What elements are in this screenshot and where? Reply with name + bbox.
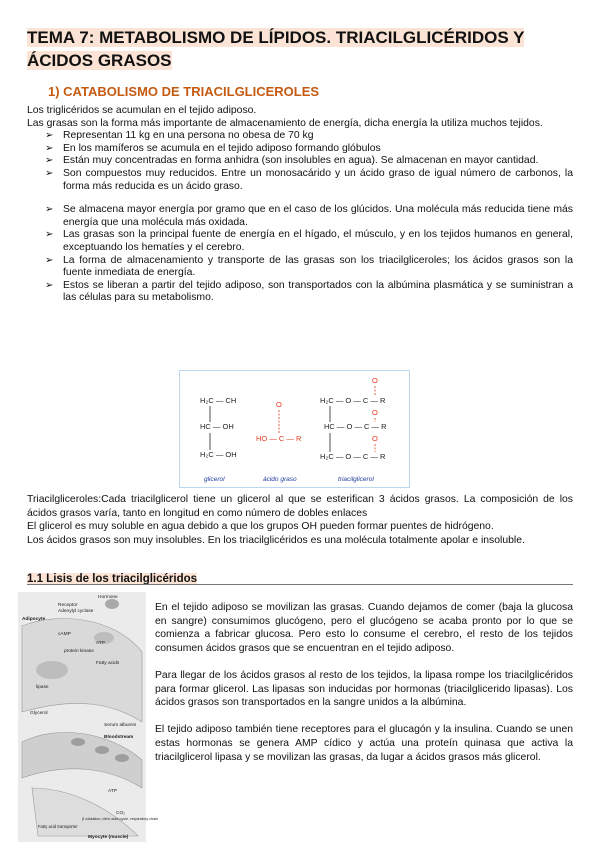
img-label-myocyte: Myocyte (muscle) <box>88 835 129 840</box>
label-acido-graso: ácido graso <box>263 476 297 483</box>
tri-row-2: HC — O — C — R <box>324 422 387 431</box>
bullet-item: ➢ Representan 11 kg en una persona no obesa de 70 kg <box>45 130 314 142</box>
after-figure-text <box>27 493 573 547</box>
arrow-bullet-icon: ➢ <box>45 130 54 142</box>
paragraph-acidos-grasos: Los ácidos grasos son muy insolubles. En los triacilglicéridos es una molécula totalmente apolar e insoluble. <box>27 534 525 546</box>
img-label-lipase: lipase <box>36 685 49 690</box>
section-heading-catabolismo: 1) CATABOLISMO DE TRIACILGLICEROLES <box>48 84 320 99</box>
arrow-bullet-icon: ➢ <box>45 167 54 179</box>
glycerol-row-3: H₂C — OH <box>200 450 237 459</box>
title-block <box>27 26 573 72</box>
bullet-list-b <box>27 204 573 305</box>
tri-oxygen-3: O <box>372 434 378 443</box>
tri-oxygen-1: O <box>372 376 378 385</box>
img-label-pka: protein kinase <box>64 649 94 654</box>
img-label-adenylyl: Adenylyl cyclase <box>58 609 94 614</box>
lisis-paragraph-2: Para llegar de los ácidos grasos al resto de los tejidos, la lipasa rompe los triacilglicéridos para formar glicerol. Las lipasas son inducidas por hormonas (triacilglicerido lipasas). Los ácidos grasos son transportados en la sangre unidos a la albúmina. <box>155 669 573 709</box>
page-title: TEMA 7: METABOLISMO DE LÍPIDOS. TRIACILGLICÉRIDOS Y ÁCIDOS GRASOS <box>27 28 525 70</box>
chemical-structure-figure <box>179 370 410 488</box>
chemical-structures-svg <box>180 371 409 487</box>
img-label-bloodstream: Bloodstream <box>104 735 134 740</box>
arrow-bullet-icon: ➢ <box>45 142 54 154</box>
img-label-glycerol: Glycerol <box>30 711 48 716</box>
img-label-transporter: Fatty acid transporter <box>38 824 78 829</box>
img-label-receptor: Receptor <box>58 603 78 608</box>
bullet-item: ➢ En los mamíferos se acumula en el tejido adiposo formando glóbulos <box>45 142 381 154</box>
paragraph-triacilgliceroles: Triacilgliceroles:Cada triacilglicerol tiene un glicerol al que se esterifican 3 ácidos grasos. La composición de los ácidos grasos varía, tanto en longitud en como número de dobles enlaces <box>27 494 573 519</box>
lisis-paragraph-3: El tejido adiposo también tiene receptores para el glucagón y la insulina. Cuando se unen estas hormonas se genera AMP cídico y actúa una proteín quinasa que activa la triacilglicerol lipasa y se movilizan las grasas, da lugar a ácidos grasos más glicerol. <box>155 724 573 763</box>
lisis-text-column <box>155 601 573 778</box>
acid-formula: HO — C — R <box>256 434 302 443</box>
bullet-item: ➢ Están muy concentradas en forma anhidra (son insolubles en agua). Se almacenan en mayor cantidad. <box>45 155 539 167</box>
intro-line-2: Las grasas son la forma más importante de almacenamiento de energía, dicha energía la utiliza muchos tejidos. <box>27 117 543 129</box>
intro-line-1: Los triglicéridos se acumulan en el tejido adiposo. <box>27 105 257 116</box>
tri-oxygen-2: O <box>372 408 378 417</box>
section1-body <box>27 105 573 305</box>
glycerol-row-2: HC — OH <box>200 422 234 431</box>
arrow-bullet-icon: ➢ <box>45 279 54 291</box>
label-triacilglicerol: triacilglicerol <box>338 476 374 483</box>
bullet-item: ➢ Estos se liberan a partir del tejido adiposo, son transportados con la albúmina plasmática y se suministran a las células para su metabolismo. <box>45 279 573 304</box>
bullet-item: ➢ Son compuestos muy reducidos. Entre un monosacárido y un ácido graso de igual número de carbonos, la forma más reducida es un ácido graso. <box>45 167 573 192</box>
img-label-co2: CO₂ <box>116 811 126 816</box>
img-label-atp1: ATP <box>96 641 105 646</box>
bullet-item: ➢ Las grasas son la principal fuente de energía en el hígado, el músculo, y en los tejidos humanos en general, exceptuando los hematíes y el cerebro. <box>45 229 573 253</box>
arrow-bullet-icon: ➢ <box>45 204 54 216</box>
tri-row-3: H₂C — O — C — R <box>320 452 386 461</box>
arrow-bullet-icon: ➢ <box>45 155 54 167</box>
glycerol-row-1: H₂C — CH <box>200 396 237 405</box>
paragraph-glicerol: El glicerol es muy soluble en agua debido a que los grupos OH pueden formar puentes de hidrógeno. <box>27 521 494 533</box>
lipolysis-diagram-svg <box>18 592 159 842</box>
img-label-hormone: Hormone <box>98 595 118 600</box>
img-label-oxidation: β oxidation, citric acid cycle, respiratory chain <box>82 817 159 821</box>
lisis-paragraph-1: En el tejido adiposo se movilizan las grasas. Cuando dejamos de comer (baja la glucosa en sangre) consumimos glucógeno, pero el glucógeno se acaba pronto por lo que se comienza a fabricar glucosa. Pero esto lo consume el cerebro, el resto de los tejidos consumen ácidos grasos que se encuentran en el tejido adiposo. <box>155 602 573 654</box>
arrow-bullet-icon: ➢ <box>45 229 54 241</box>
section-heading-lisis: 1.1 Lisis de los triacilglicéridos <box>27 573 198 585</box>
img-label-camp: cAMP <box>58 632 71 637</box>
bullet-list-a <box>27 130 573 193</box>
spacer <box>27 193 573 204</box>
img-label-adipocyte: Adipocyte <box>22 617 46 622</box>
acid-oxygen: O <box>276 400 282 409</box>
label-glicerol: glicerol <box>204 476 225 483</box>
img-label-fatty-acids: Fatty acids <box>96 661 120 666</box>
bullet-item: ➢ Se almacena mayor energía por gramo que en el caso de los glúcidos. Una molécula más reducida tiene más energía que una molécula más oxidada. <box>45 204 573 228</box>
arrow-bullet-icon: ➢ <box>45 254 54 266</box>
section-divider <box>27 584 573 585</box>
img-label-serum: Serum albumin <box>104 723 137 728</box>
img-label-atp2: ATP <box>108 789 117 794</box>
bullet-item: ➢ La forma de almacenamiento y transporte de las grasas son los triacilgliceroles; los ácidos grasos son la fuente inmediata de energía. <box>45 254 573 279</box>
lipolysis-diagram-image <box>18 592 159 842</box>
tri-row-1: H₂C — O — C — R <box>320 396 386 405</box>
